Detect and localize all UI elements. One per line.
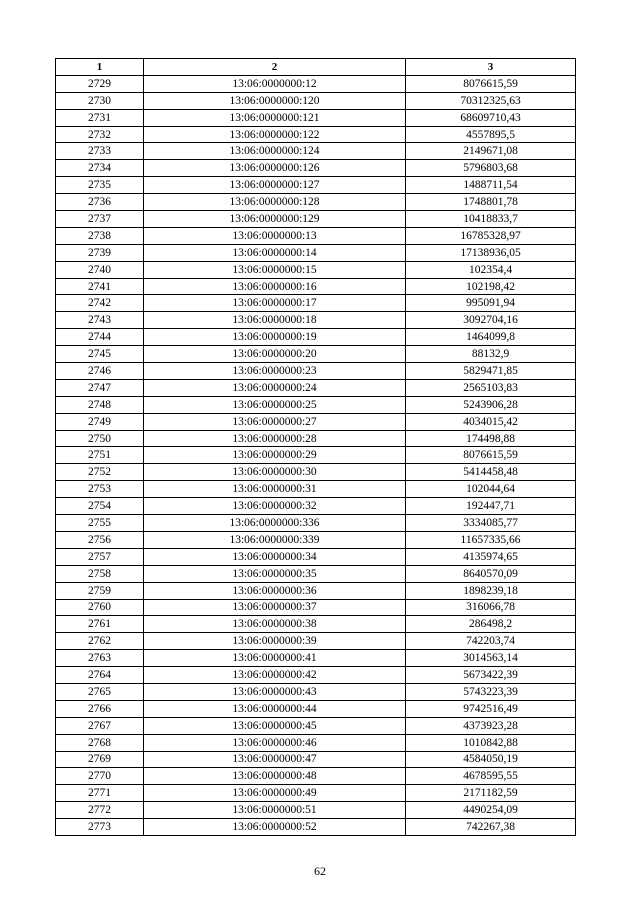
table-row — [56, 160, 576, 177]
table-row — [56, 244, 576, 261]
cadastral-number-cell: 13:06:0000000:126 — [144, 160, 406, 177]
table-row — [56, 548, 576, 565]
cadastral-number-cell: 13:06:0000000:52 — [144, 819, 406, 836]
cadastral-number-cell: 13:06:0000000:29 — [144, 447, 406, 464]
cadastral-number-cell: 13:06:0000000:31 — [144, 481, 406, 498]
cadastral-number-cell: 13:06:0000000:48 — [144, 768, 406, 785]
table-row — [56, 599, 576, 616]
value-cell: 8640570,09 — [406, 565, 576, 582]
table-row — [56, 295, 576, 312]
cadastral-number-cell: 13:06:0000000:16 — [144, 278, 406, 295]
page-number: 62 — [314, 864, 326, 878]
table-row — [56, 278, 576, 295]
cadastral-number-cell: 13:06:0000000:35 — [144, 565, 406, 582]
row-number-cell: 2771 — [56, 785, 144, 802]
table-row — [56, 582, 576, 599]
row-number-cell: 2757 — [56, 548, 144, 565]
table-row — [56, 734, 576, 751]
row-number-cell: 2749 — [56, 413, 144, 430]
column-header-2: 2 — [144, 59, 406, 76]
value-cell: 4490254,09 — [406, 802, 576, 819]
row-number-cell: 2756 — [56, 531, 144, 548]
table-row — [56, 667, 576, 684]
row-number-cell: 2769 — [56, 751, 144, 768]
value-cell: 5743223,39 — [406, 683, 576, 700]
column-header-3: 3 — [406, 59, 576, 76]
cadastral-table — [55, 58, 576, 836]
table-header-row — [56, 59, 576, 76]
row-number-cell: 2741 — [56, 278, 144, 295]
value-cell: 8076615,59 — [406, 75, 576, 92]
value-cell: 742267,38 — [406, 819, 576, 836]
value-cell: 5673422,39 — [406, 667, 576, 684]
table-row — [56, 92, 576, 109]
value-cell: 5243906,28 — [406, 396, 576, 413]
row-number-cell: 2729 — [56, 75, 144, 92]
table-row — [56, 717, 576, 734]
table-row — [56, 498, 576, 515]
table-row — [56, 109, 576, 126]
value-cell: 102044,64 — [406, 481, 576, 498]
row-number-cell: 2733 — [56, 143, 144, 160]
table-row — [56, 633, 576, 650]
table-row — [56, 819, 576, 836]
value-cell: 11657335,66 — [406, 531, 576, 548]
table-row — [56, 363, 576, 380]
row-number-cell: 2772 — [56, 802, 144, 819]
cadastral-number-cell: 13:06:0000000:14 — [144, 244, 406, 261]
row-number-cell: 2742 — [56, 295, 144, 312]
cadastral-number-cell: 13:06:0000000:23 — [144, 363, 406, 380]
value-cell: 5829471,85 — [406, 363, 576, 380]
value-cell: 4557895,5 — [406, 126, 576, 143]
cadastral-number-cell: 13:06:0000000:20 — [144, 346, 406, 363]
cadastral-number-cell: 13:06:0000000:25 — [144, 396, 406, 413]
row-number-cell: 2751 — [56, 447, 144, 464]
value-cell: 10418833,7 — [406, 211, 576, 228]
row-number-cell: 2766 — [56, 700, 144, 717]
table-row — [56, 802, 576, 819]
table-row — [56, 768, 576, 785]
row-number-cell: 2734 — [56, 160, 144, 177]
value-cell: 4678595,55 — [406, 768, 576, 785]
value-cell: 2149671,08 — [406, 143, 576, 160]
value-cell: 286498,2 — [406, 616, 576, 633]
table-row — [56, 312, 576, 329]
value-cell: 1748801,78 — [406, 194, 576, 211]
value-cell: 3014563,14 — [406, 650, 576, 667]
cadastral-number-cell: 13:06:0000000:24 — [144, 379, 406, 396]
row-number-cell: 2731 — [56, 109, 144, 126]
row-number-cell: 2764 — [56, 667, 144, 684]
table-row — [56, 143, 576, 160]
table-row — [56, 785, 576, 802]
value-cell: 4373923,28 — [406, 717, 576, 734]
value-cell: 2565103,83 — [406, 379, 576, 396]
cadastral-number-cell: 13:06:0000000:46 — [144, 734, 406, 751]
value-cell: 1464099,8 — [406, 329, 576, 346]
cadastral-number-cell: 13:06:0000000:124 — [144, 143, 406, 160]
value-cell: 102354,4 — [406, 261, 576, 278]
row-number-cell: 2760 — [56, 599, 144, 616]
row-number-cell: 2762 — [56, 633, 144, 650]
cadastral-number-cell: 13:06:0000000:28 — [144, 430, 406, 447]
table-row — [56, 379, 576, 396]
row-number-cell: 2739 — [56, 244, 144, 261]
cadastral-number-cell: 13:06:0000000:49 — [144, 785, 406, 802]
table-row — [56, 683, 576, 700]
row-number-cell: 2767 — [56, 717, 144, 734]
cadastral-number-cell: 13:06:0000000:127 — [144, 177, 406, 194]
row-number-cell: 2768 — [56, 734, 144, 751]
cadastral-number-cell: 13:06:0000000:39 — [144, 633, 406, 650]
value-cell: 8076615,59 — [406, 447, 576, 464]
value-cell: 5414458,48 — [406, 464, 576, 481]
row-number-cell: 2755 — [56, 515, 144, 532]
table-body — [56, 75, 576, 835]
value-cell: 68609710,43 — [406, 109, 576, 126]
table-row — [56, 650, 576, 667]
table-row — [56, 616, 576, 633]
cadastral-number-cell: 13:06:0000000:19 — [144, 329, 406, 346]
cadastral-number-cell: 13:06:0000000:12 — [144, 75, 406, 92]
table-row — [56, 413, 576, 430]
row-number-cell: 2761 — [56, 616, 144, 633]
row-number-cell: 2736 — [56, 194, 144, 211]
value-cell: 2171182,59 — [406, 785, 576, 802]
row-number-cell: 2770 — [56, 768, 144, 785]
cadastral-number-cell: 13:06:0000000:120 — [144, 92, 406, 109]
table-row — [56, 75, 576, 92]
cadastral-number-cell: 13:06:0000000:27 — [144, 413, 406, 430]
value-cell: 4584050,19 — [406, 751, 576, 768]
value-cell: 1898239,18 — [406, 582, 576, 599]
row-number-cell: 2730 — [56, 92, 144, 109]
table-row — [56, 396, 576, 413]
cadastral-number-cell: 13:06:0000000:122 — [144, 126, 406, 143]
value-cell: 3092704,16 — [406, 312, 576, 329]
table-row — [56, 194, 576, 211]
cadastral-number-cell: 13:06:0000000:45 — [144, 717, 406, 734]
cadastral-number-cell: 13:06:0000000:18 — [144, 312, 406, 329]
value-cell: 70312325,63 — [406, 92, 576, 109]
value-cell: 192447,71 — [406, 498, 576, 515]
value-cell: 316066,78 — [406, 599, 576, 616]
cadastral-number-cell: 13:06:0000000:32 — [144, 498, 406, 515]
value-cell: 1488711,54 — [406, 177, 576, 194]
table-row — [56, 211, 576, 228]
table-row — [56, 227, 576, 244]
column-header-1: 1 — [56, 59, 144, 76]
row-number-cell: 2746 — [56, 363, 144, 380]
cadastral-number-cell: 13:06:0000000:336 — [144, 515, 406, 532]
value-cell: 4135974,65 — [406, 548, 576, 565]
row-number-cell: 2745 — [56, 346, 144, 363]
value-cell: 9742516,49 — [406, 700, 576, 717]
value-cell: 88132,9 — [406, 346, 576, 363]
row-number-cell: 2744 — [56, 329, 144, 346]
value-cell: 5796803,68 — [406, 160, 576, 177]
table-row — [56, 565, 576, 582]
table-row — [56, 447, 576, 464]
value-cell: 17138936,05 — [406, 244, 576, 261]
cadastral-number-cell: 13:06:0000000:339 — [144, 531, 406, 548]
cadastral-number-cell: 13:06:0000000:41 — [144, 650, 406, 667]
row-number-cell: 2765 — [56, 683, 144, 700]
table-row — [56, 177, 576, 194]
row-number-cell: 2735 — [56, 177, 144, 194]
cadastral-number-cell: 13:06:0000000:129 — [144, 211, 406, 228]
table-row — [56, 329, 576, 346]
cadastral-number-cell: 13:06:0000000:34 — [144, 548, 406, 565]
cadastral-number-cell: 13:06:0000000:30 — [144, 464, 406, 481]
cadastral-number-cell: 13:06:0000000:47 — [144, 751, 406, 768]
row-number-cell: 2738 — [56, 227, 144, 244]
table-row — [56, 126, 576, 143]
table-row — [56, 261, 576, 278]
row-number-cell: 2752 — [56, 464, 144, 481]
value-cell: 995091,94 — [406, 295, 576, 312]
cadastral-number-cell: 13:06:0000000:51 — [144, 802, 406, 819]
row-number-cell: 2750 — [56, 430, 144, 447]
row-number-cell: 2754 — [56, 498, 144, 515]
table-row — [56, 700, 576, 717]
value-cell: 742203,74 — [406, 633, 576, 650]
cadastral-number-cell: 13:06:0000000:43 — [144, 683, 406, 700]
table-row — [56, 464, 576, 481]
row-number-cell: 2763 — [56, 650, 144, 667]
row-number-cell: 2737 — [56, 211, 144, 228]
value-cell: 16785328,97 — [406, 227, 576, 244]
cadastral-number-cell: 13:06:0000000:38 — [144, 616, 406, 633]
table-row — [56, 481, 576, 498]
cadastral-number-cell: 13:06:0000000:15 — [144, 261, 406, 278]
cadastral-number-cell: 13:06:0000000:17 — [144, 295, 406, 312]
cadastral-number-cell: 13:06:0000000:36 — [144, 582, 406, 599]
value-cell: 102198,42 — [406, 278, 576, 295]
row-number-cell: 2758 — [56, 565, 144, 582]
table-row — [56, 751, 576, 768]
cadastral-number-cell: 13:06:0000000:37 — [144, 599, 406, 616]
row-number-cell: 2743 — [56, 312, 144, 329]
value-cell: 3334085,77 — [406, 515, 576, 532]
cadastral-number-cell: 13:06:0000000:42 — [144, 667, 406, 684]
value-cell: 174498,88 — [406, 430, 576, 447]
row-number-cell: 2747 — [56, 379, 144, 396]
cadastral-number-cell: 13:06:0000000:13 — [144, 227, 406, 244]
value-cell: 1010842,88 — [406, 734, 576, 751]
row-number-cell: 2773 — [56, 819, 144, 836]
cadastral-number-cell: 13:06:0000000:121 — [144, 109, 406, 126]
cadastral-number-cell: 13:06:0000000:44 — [144, 700, 406, 717]
row-number-cell: 2748 — [56, 396, 144, 413]
table-row — [56, 531, 576, 548]
row-number-cell: 2732 — [56, 126, 144, 143]
row-number-cell: 2759 — [56, 582, 144, 599]
table-row — [56, 346, 576, 363]
value-cell: 4034015,42 — [406, 413, 576, 430]
row-number-cell: 2740 — [56, 261, 144, 278]
table-row — [56, 430, 576, 447]
table-row — [56, 515, 576, 532]
cadastral-number-cell: 13:06:0000000:128 — [144, 194, 406, 211]
row-number-cell: 2753 — [56, 481, 144, 498]
